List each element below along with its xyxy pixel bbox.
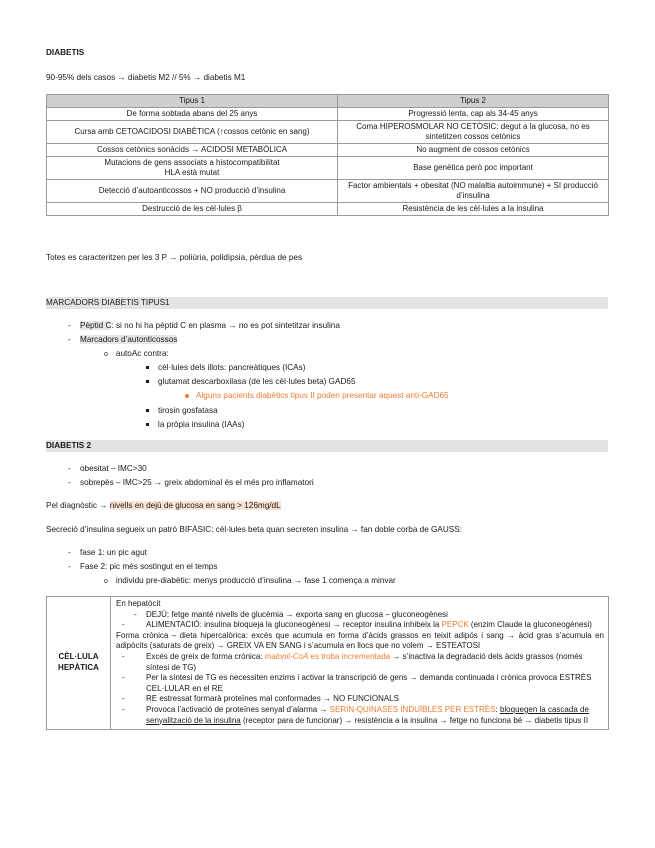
list-item: [185, 390, 449, 401]
table-row: [47, 203, 609, 216]
serin-text: SERIN-QUINASES INDUÏBLES PER ESTRÈS: [329, 704, 496, 714]
target-text: glutamat descarboxilasa (de les cèl·lules beta) GAD65: [158, 377, 356, 386]
diag-highlight: nivells en dejú de glucosa en sang > 126mg/dL: [109, 501, 281, 510]
list-item: [68, 463, 147, 474]
square-bullet: [146, 366, 149, 369]
list-item: [68, 561, 217, 572]
table-cell: De forma sobtada abans del 25 anys: [47, 108, 338, 121]
autoac-text: autoAc contra:: [115, 349, 169, 358]
table-header-cell: Tipus 2: [338, 95, 609, 108]
list-item: - Per la síntesi de TG es necessiten enzims i activar la transcripció de gens → demanda continuada i crònica provoca ESTRÈS CEL·LULAR en el RE: [122, 673, 592, 693]
table-cell: Detecció d’autoanticossos + NO producció d’insulina: [47, 180, 338, 203]
table-cell: Destrucció de les cèl·lules β: [47, 203, 338, 216]
fase-text: fase 1: un pic agut: [80, 548, 147, 557]
pepck-text: PEPCK: [441, 620, 469, 630]
circle-bullet: o: [104, 351, 108, 358]
fase-text: Fase 2: pic més sostingut en el temps: [80, 562, 218, 571]
target-text: cèl·lules dels illots: pancreàtiques (ICAs): [158, 363, 306, 372]
exces-text-end: → s’inactiva la degradació dels àcids grassos (només síntesi de TG): [146, 651, 583, 672]
table-row: [47, 157, 609, 180]
dash-bullet: -: [68, 464, 71, 473]
alim-text: ALIMENTACIÓ: insulina bloqueja la gluconeogènesi → receptor insulina inhibeix la: [146, 620, 442, 630]
dash-bullet: -: [68, 321, 71, 330]
autoanticossos-label: Marcadors d’autonticossos: [80, 335, 178, 344]
list-item: - DEJÚ: fetge manté nivells de glucèmia → exporta sang en glucosa – gluconeogènesi: [134, 609, 448, 619]
table-header-row: [47, 95, 609, 108]
table-header-cell: Tipus 1: [47, 95, 338, 108]
list-item: [104, 348, 169, 360]
list-item: [68, 547, 147, 558]
square-bullet: [146, 409, 149, 412]
dash-bullet: -: [68, 478, 71, 487]
table-row: [47, 180, 609, 203]
provoca-colon: :: [495, 704, 500, 714]
cell-label: CÈL·LULA HEPÀTICA: [47, 597, 111, 730]
secrecio-line: Secreció d’insulina segueix un patró BIFÀSIC: cèl·lules beta quan secreten insulina → fan doble corba de GAUSS:: [46, 525, 462, 534]
provoca-underline: bloquegen la cascada de senyalització de la insulina: [146, 704, 589, 725]
table-cell: Cursa amb CETOACIDOSI DIABÈTICA (↑cossos cetònic en sang): [47, 121, 338, 144]
table-cell: Factor ambientals + obesitat (NO malaltia autoimmune) + SI producció d’insulina: [338, 180, 609, 203]
list-item: - ALIMENTACIÓ: insulina bloqueja la gluconeogènesi → receptor insulina inhibeix la PEPCK (enzim Claude la gluconeogènesi): [122, 620, 592, 630]
diag-prefix: Pel diagnòstic →: [46, 501, 110, 510]
table-row: [47, 121, 609, 144]
list-item: [146, 362, 305, 373]
list-item: [146, 419, 244, 430]
list-item: [68, 320, 340, 331]
forma-paragraph: Forma crònica – dieta hipercalòrica: excés que acumula en forma d’àcids grassos en teixit adipós i sang → àcid gras s’acumula en adipòcits (saturats de greix) → GREIX VA EN SANG i s’acumula en llocs que no volem → ESTEATOSI: [116, 630, 604, 651]
list-item: [146, 405, 218, 416]
sintesi-text: Per la síntesi de TG es necessiten enzims i activar la transcripció de gens → demanda continuada i crònica provoca ESTRÈS CEL·LULAR en el RE: [146, 673, 592, 693]
circle-bullet: o: [104, 578, 108, 585]
list-item: [68, 334, 177, 345]
provoca-text-end: (receptor para de funcionar) → resistència a la insulina → fetge no funciona bé → diabetis tipus II: [240, 715, 589, 725]
dash-bullet: -: [68, 562, 71, 571]
table-cell: Progressió lenta, cap als 34-45 anys: [338, 108, 609, 121]
provoca-text: Provoca l’activació de proteïnes senyal d’alarma →: [146, 704, 330, 714]
dash-bullet: -: [68, 548, 71, 557]
exces-text: Excés de greix de forma crònica:: [146, 651, 265, 661]
table-cell: Resistència de les cèl·lules a la insulina: [338, 203, 609, 216]
item-text: sobrepès – IMC>25 → greix abdominal és el més pro inflamatori: [80, 478, 314, 487]
list-item: [68, 477, 314, 488]
peptid-text: : si no hi ha pèptid C en plasma → no es pot sintetitzar insulina: [111, 321, 340, 330]
item-text: obesitat – IMC>30: [80, 464, 147, 473]
en-hepatocit: En hepatòcit: [116, 599, 161, 608]
target-text: tirosin gosfatasa: [158, 406, 218, 415]
table-cell: Mutacions de gens associats a histocompatibilitat HLA està mutat: [47, 157, 338, 180]
list-item: [146, 376, 356, 387]
gad-note: Alguns pacients diabètics tipus II poden presentar aquest anti-GAD65: [196, 391, 449, 400]
target-text: la pròpia insulina (IAAs): [158, 420, 245, 429]
deju-text: DEJÚ: fetge manté nivells de glucèmia → exporta sang en glucosa – gluconeogènesi: [146, 609, 448, 619]
prediab-text: individu pre-diabètic: menys producció d’insulina → fase 1 comença a minvar: [115, 576, 396, 585]
table-cell: Cossos cetònics sonàcids → ACIDOSI METABÒLICA: [47, 144, 338, 157]
table-cell: Base genètica però poc important: [338, 157, 609, 180]
intro-line: 90-95% dels casos → diabetis M2 // 5% → diabetis M1: [46, 73, 246, 82]
re-text: RE estressat formarà proteïnes mal conformades → NO FUNCIONALS: [146, 694, 399, 704]
list-item: [104, 575, 396, 587]
diagnosis-line: [46, 500, 281, 511]
section-heading: MARCADORS DIABETIS TIPUS1: [46, 298, 170, 307]
section-heading: DIABETIS 2: [46, 441, 92, 450]
section-bar: [46, 440, 608, 452]
table-cell: No augment de cossos cetònics: [338, 144, 609, 157]
three-p-line: Totes es caracteritzen per les 3 P → poliúria, polidípsia, pèrdua de pes: [46, 253, 303, 262]
comparison-table: [46, 94, 609, 216]
square-bullet: [146, 423, 149, 426]
dash-bullet: -: [68, 335, 71, 344]
table-cell: Coma HIPEROSMOLAR NO CETÒSIC: degut a la glucosa, no es sintetitzen cossos cetònics: [338, 121, 609, 144]
malonil-text: malonil-CoA: [264, 651, 309, 661]
peptid-label: Pèptid C: [80, 321, 112, 330]
list-item: - RE estressat formarà proteïnes mal conformades → NO FUNCIONALS: [122, 694, 399, 704]
exces-orange: es troba incrementada: [308, 651, 391, 661]
page-title: DIABETIS: [46, 48, 85, 57]
table-row: [47, 144, 609, 157]
table-row: [47, 597, 609, 730]
list-item: - Provoca l’activació de proteïnes senyal d’alarma → SERIN-QUINASES INDUÏBLES PER ESTRÈS: bloquegen la cascada de senyalització de la insulina (receptor para de funcionar) → resistència a la insulina → fetge no funciona bé → diabetis tipus II: [122, 704, 589, 725]
cell-content: [111, 597, 609, 730]
list-item: - Excés de greix de forma crònica: malonil-CoA es troba incrementada → s’inactiva la degradació dels àcids grassos (només síntesi de TG): [122, 651, 583, 672]
orange-dot-bullet: [185, 394, 189, 398]
table-row: [47, 108, 609, 121]
square-bullet: [146, 380, 149, 383]
alim-text-end: (enzim Claude la gluconeogènesi): [468, 620, 592, 630]
cell-table: [46, 596, 609, 730]
